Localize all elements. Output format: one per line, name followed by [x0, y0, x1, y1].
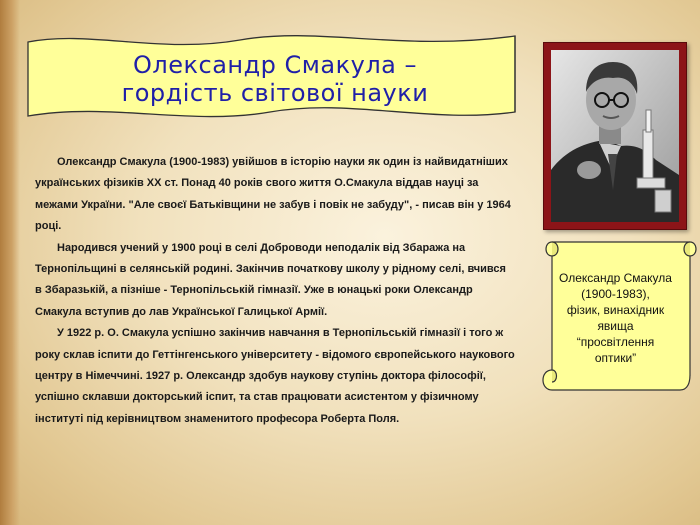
portrait-photo [551, 50, 679, 222]
caption-years: (1900-1983), [581, 287, 650, 301]
portrait-illustration [551, 50, 679, 222]
caption-role: фізик, винахідник [566, 303, 665, 317]
portrait-frame [543, 42, 687, 230]
title-line-2: гордість світової науки [121, 79, 429, 107]
paragraph-3: У 1922 р. О. Смакула успішно закінчив навчання в Тернопільській гімназії і того ж року склав іспити до Геттінгенського університету - відомого європейського наукового центру в Німеччині. 1927 р. Олександр здобув наукову ступінь доктора філософії, успішно склавши докторський іспит, та став працювати асистентом у фізичному інституті під керівництвом знаменитого професора Роберта Поля. [35, 327, 515, 425]
paragraph-1: Олександр Смакула (1900-1983) увійшов в історію науки як один із найвидатніших українських фізиків XX ст. Понад 40 років свого життя О.Смакула віддав науці за межами України. "Але своєї Батьківщини не забув і повік не забуду", - писав він у 1964 році. [35, 156, 511, 233]
paragraph-2: Народився учений у 1900 році в селі Доброводи неподалік від Збаража на Тернопільщині в селянській родині. Закінчив початкову школу у рідному селі, вчився в Збаразькій, а пізніше - Тернопільській гімназії. Уже в юнацькі роки Олександр Смакула вступив до лав Української Галицької Армії. [35, 241, 506, 318]
page-title [95, 51, 455, 107]
biography-text [35, 152, 515, 430]
title-line-1: Олександр Смакула – [133, 51, 417, 79]
caption-term: “просвітлення [576, 335, 655, 349]
caption-name: Олександр Смакула [559, 271, 672, 285]
caption-phrase: явища [597, 319, 634, 333]
caption-term-2: оптики” [594, 351, 637, 365]
portrait-caption [553, 270, 678, 366]
